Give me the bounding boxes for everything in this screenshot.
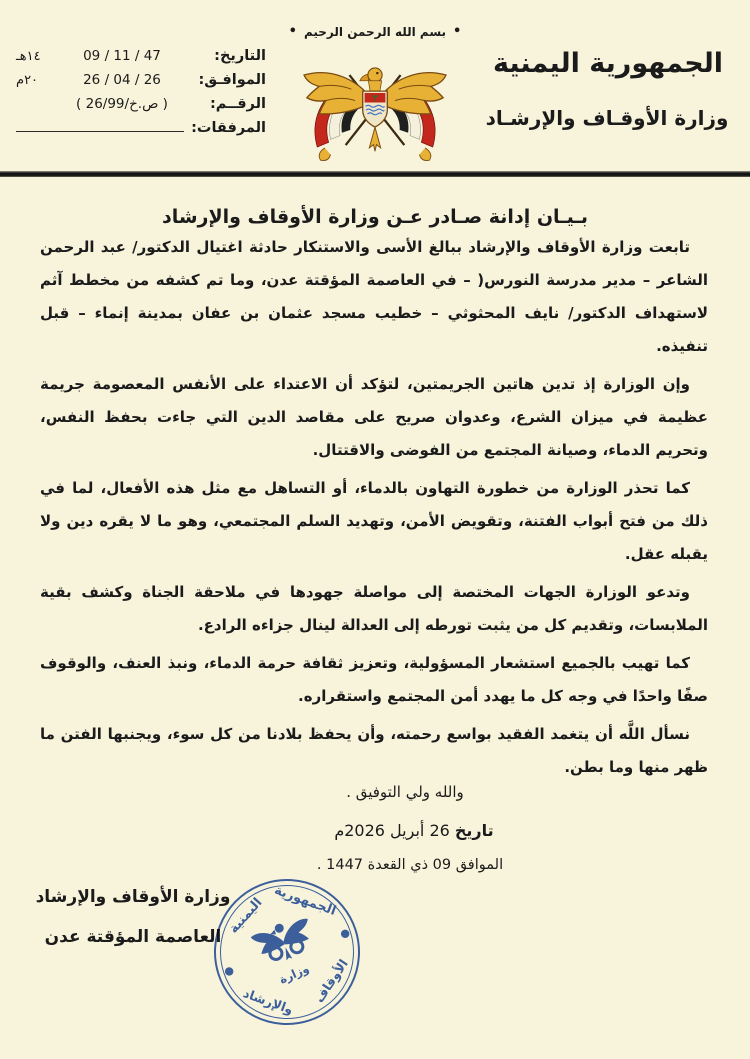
stamp-arc-text: الأوقاف	[311, 956, 351, 1006]
yemen-emblem-icon	[293, 58, 457, 164]
field-row-gregorian	[16, 72, 266, 88]
field-value: 26 / 04 / 26	[83, 72, 161, 88]
body-paragraph: تابعت وزارة الأوقاف والإرشاد ببالغ الأسى والاستنكار حادثة اغتيال الدكتور/ عبد الرحمن الشاعر – مدير مدرسة النورس( – في العاصمة المؤقتة عدن، وما تم كشفه من مخطط آثم لاستهداف الدكتور/ نايف المحثوثي – خطيب مسجد عثمان بن عفان بمدينة إنماء – قبل تنفيذه.	[40, 238, 708, 355]
field-label: الموافـق:	[198, 72, 266, 88]
eagle-eye	[376, 72, 378, 74]
decorative-dot-right: •	[453, 24, 462, 39]
signature-capital: العاصمة المؤقتة عدن	[44, 927, 222, 947]
stamp-ministry-word: وزارة	[277, 961, 312, 987]
decorative-dot-left: •	[288, 24, 297, 39]
stamp-dot-left: ●	[222, 963, 236, 979]
field-value: 09 / 11 / 47	[83, 48, 161, 64]
hijri-dateline: الموافق 09 ذي القعدة 1447 .	[316, 857, 504, 873]
stamp-arc-text: اليمنية	[226, 895, 266, 937]
closing-tawfiq: والله ولي التوفيق .	[346, 783, 464, 801]
gregorian-dateline	[78, 821, 750, 840]
field-era: ١٤هـ	[16, 49, 41, 64]
reference-fields	[16, 48, 266, 144]
date-label: تاريخ	[454, 821, 494, 840]
eagle-head	[368, 68, 382, 82]
eagle-beak	[360, 74, 369, 81]
basmala-text: بسم الله الرحمن الرحيم	[303, 24, 447, 39]
body-paragraph: كما تهيب بالجميع استشعار المسؤولية، وتعزيز ثقافة حرمة الدماء، ونبذ العنف، والوقوف صفًا واحدًا في وجه كل ما يهدد أمن المجتمع واستقراره.	[40, 654, 708, 705]
field-row-number	[16, 96, 266, 112]
eagle-tail	[369, 127, 380, 151]
statement-body	[40, 231, 708, 789]
field-label: المرفقات:	[191, 120, 266, 136]
header-rule	[0, 171, 750, 177]
body-paragraph: وتدعو الوزارة الجهات المختصة إلى مواصلة جهودها في ملاحقة الجناة وكشف بقية الملابسات، وتقديم كل من يثبت تورطه إلى العدالة لينال جزاءه الرادع.	[40, 583, 708, 634]
stamp-arc-text: والإرشاد	[241, 985, 296, 1018]
basmala-calligraphy	[282, 24, 468, 40]
signature-ministry: وزارة الأوقاف والإرشاد	[35, 887, 231, 907]
field-label: التاريخ:	[214, 48, 266, 64]
date-value: 26 أبريل 2026م	[334, 821, 455, 840]
field-label: الرقــم:	[209, 96, 266, 112]
stamp-arc-text: الجمهورية	[272, 882, 338, 919]
chest-shield	[363, 91, 388, 127]
field-era: ٢٠م	[16, 73, 39, 88]
body-paragraph: وإن الوزارة إذ تدين هاتين الجريمتين، لتؤكد أن الاعتداء على الأنفس المعصومة جريمة عظيمة في ميزان الشرع، وعدوان صريح على مقاصد الدين التي جاءت بحفظ النفس، وتحريم الدماء، وصيانة المجتمع من الفوضى والاقتتال.	[40, 375, 708, 459]
field-row-date	[16, 48, 266, 64]
ministry-title: وزارة الأوقـاف والإرشـاد	[485, 106, 729, 130]
republic-title: الجمهورية اليمنية	[492, 48, 724, 79]
body-paragraph: كما تحذر الوزارة من خطورة التهاون بالدماء، أو التساهل مع مثل هذه الأفعال، لما في ذلك من فتح أبواب الفتنة، وتقويض الأمن، وتهديد السلم المجتمعي، وهو ما لا يقره دين ولا يقبله عقل.	[40, 479, 708, 563]
attachments-blank-line	[16, 120, 184, 132]
statement-title: بـيـان إدانة صـادر عـن وزارة الأوقاف والإرشاد	[161, 205, 589, 228]
body-paragraph: نسأل اللَّه أن يتغمد الفقيد بواسع رحمته، وأن يحفظ بلادنا من كل سوء، ويجنبها الفتن ما ظهر منها وما بطن.	[40, 725, 708, 776]
field-row-attachments	[16, 120, 266, 136]
stamp-dot-right: ●	[338, 925, 352, 941]
field-value: ( ص.خ/26/99 )	[76, 96, 168, 112]
